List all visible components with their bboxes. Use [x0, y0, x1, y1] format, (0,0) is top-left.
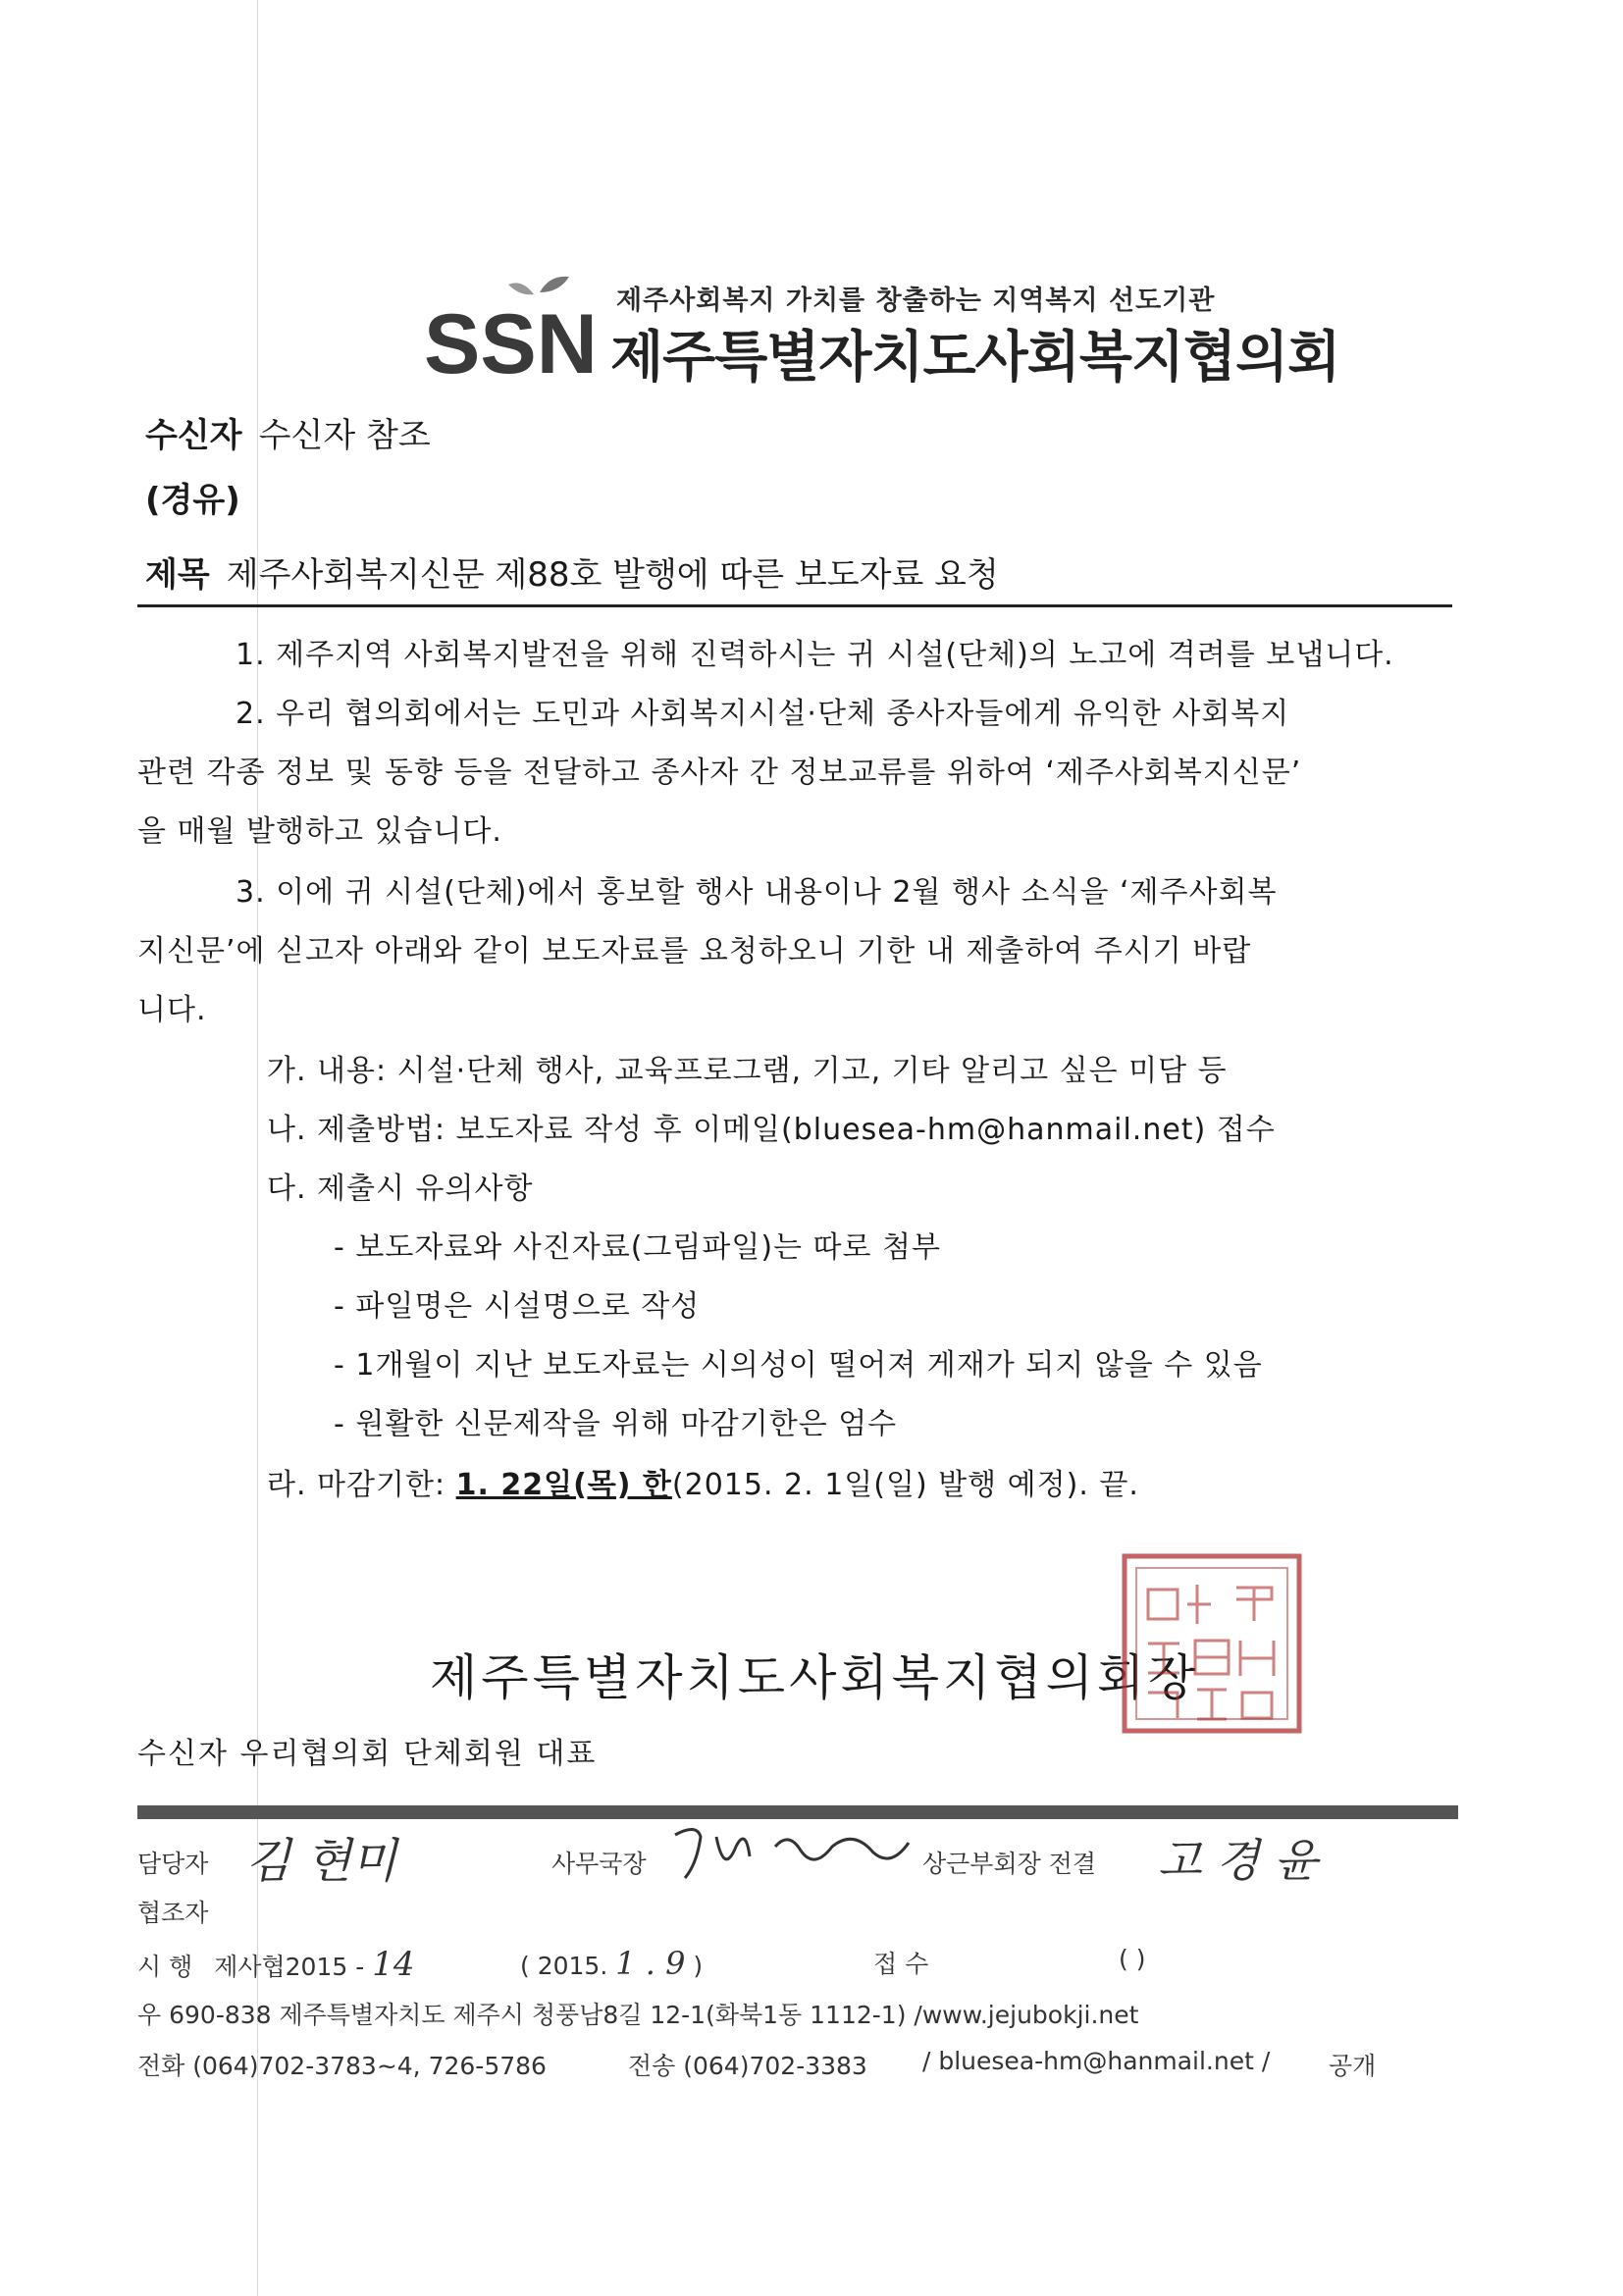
deadline-prefix: 라. 마감기한:: [267, 1468, 456, 1502]
recipient-value: 수신자 참조: [258, 416, 431, 455]
note-attachment: - 보도자료와 사진자료(그림파일)는 따로 첨부: [334, 1230, 942, 1265]
paragraph-2-line-1: 2. 우리 협의회에서는 도민과 사회복지시설·단체 종사자들에게 유익한 사회복지: [236, 697, 1290, 731]
note-deadline-strict: - 원활한 신문제작을 위해 마감기한은 엄수: [334, 1407, 898, 1441]
receipt-label: 접 수: [873, 1950, 929, 1978]
header-rule: [137, 604, 1452, 607]
org-title: 제주특별자치도사회복지협의회: [610, 326, 1340, 390]
item-deadline: [267, 1460, 1139, 1503]
paragraph-3-line-2: 지신문’에 싣고자 아래와 같이 보도자료를 요청하오니 기한 내 제출하여 주시기 바랍: [137, 934, 1252, 968]
enforcement-date: [520, 1945, 703, 1982]
official-seal: [1119, 1550, 1305, 1737]
enforcement-date-suffix: ): [685, 1952, 704, 1980]
enforcement-label: 시 행: [137, 1953, 193, 1981]
secretary-label: 사무국장: [551, 1850, 647, 1878]
recipient-row: [145, 408, 431, 456]
deadline-date: 1. 22일(목) 한: [455, 1468, 672, 1502]
paragraph-1: 1. 제주지역 사회복지발전을 위해 진력하시는 귀 시설(단체)의 노고에 격려를 보냅니다.: [236, 638, 1394, 672]
recipient-label: 수신자: [145, 416, 242, 455]
phone: 전화 (064)702-3783~4, 726-5786: [137, 2052, 547, 2080]
via-label: (경유): [145, 481, 240, 520]
enforcement-number: 제사협2015 -: [214, 1953, 373, 1981]
item-notes-heading: 다. 제출시 유의사항: [267, 1172, 534, 1206]
sender-name: 제주특별자치도사회복지협의회장: [430, 1649, 1200, 1706]
email: / bluesea-hm@hanmail.net /: [922, 2047, 1271, 2075]
vp-signature: 고 경 윤: [1158, 1834, 1318, 1887]
paragraph-3-line-1: 3. 이에 귀 시설(단체)에서 홍보할 행사 내용이나 2월 행사 소식을 ‘제주사회복: [236, 875, 1278, 910]
subject-value: 제주사회복지신문 제88호 발행에 따른 보도자료 요청: [226, 555, 999, 595]
address: 우 690-838 제주특별자치도 제주시 청풍남8길 12-1(화북1동 1112-1) /www.jejubokji.net: [137, 2001, 1139, 2029]
logo-text: SSN: [424, 297, 598, 381]
recipient-note: 수신자 우리협의회 단체회원 대표: [137, 1737, 598, 1771]
secretary-signature: [667, 1817, 913, 1886]
fax: 전송 (064)702-3383: [628, 2052, 867, 2080]
enforcement-date-prefix: ( 2015.: [520, 1952, 616, 1980]
staff-label: 담당자: [137, 1850, 209, 1878]
enforcement-number-handwritten: 14: [372, 1945, 415, 1984]
note-timeliness: - 1개월이 지난 보도자료는 시의성이 떨어져 게재가 되지 않을 수 있음: [334, 1348, 1263, 1383]
subject-label: 제목: [145, 555, 210, 595]
ssn-logo: [424, 273, 610, 381]
paragraph-2-line-2: 관련 각종 정보 및 동향 등을 전달하고 종사자 간 정보교류를 위하여 ‘제주사회복지신문’: [137, 756, 1302, 790]
paragraph-3-line-3: 니다.: [137, 993, 207, 1027]
enforcement-row: [137, 1945, 414, 1984]
staff-signature: 김 현미: [245, 1834, 397, 1889]
item-submission-method: 나. 제출방법: 보도자료 작성 후 이메일(bluesea-hm@hanmail.net) 접수: [267, 1113, 1276, 1147]
note-filename: - 파일명은 시설명으로 작성: [334, 1289, 701, 1324]
deadline-suffix: (2015. 2. 1일(일) 발행 예정). 끝.: [671, 1468, 1139, 1502]
paragraph-2-line-3: 을 매월 발행하고 있습니다.: [137, 814, 502, 849]
vp-label: 상근부회장 전결: [922, 1850, 1096, 1878]
subject-row: [145, 548, 999, 596]
cooperator-label: 협조자: [137, 1899, 209, 1927]
enforcement-date-handwritten: 1 . 9: [615, 1945, 686, 1982]
slogan: 제주사회복지 가치를 창출하는 지역복지 선도기관: [616, 286, 1216, 316]
disclosure-status: 공개: [1329, 2052, 1377, 2080]
receipt-field: ( ): [1119, 1945, 1146, 1973]
item-content: 가. 내용: 시설·단체 행사, 교육프로그램, 기고, 기타 알리고 싶은 미담 등: [267, 1054, 1228, 1088]
